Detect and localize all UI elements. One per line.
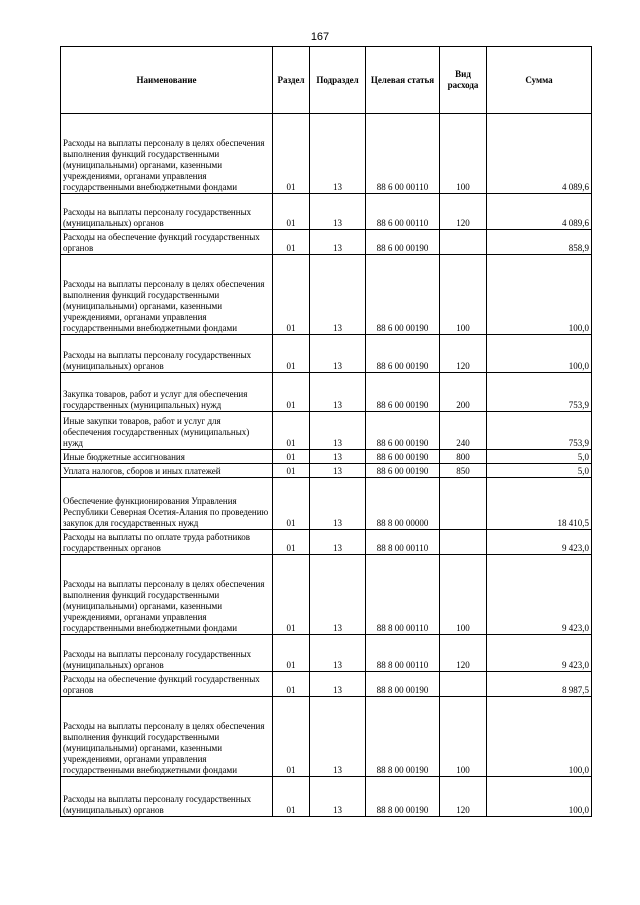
table-row [61, 672, 592, 697]
table-row [61, 194, 592, 230]
page-number: 167 [310, 31, 330, 43]
row-name: Расходы на выплаты персоналу в целях обеспечения выполнения функций государственными (муниципальными) органами, казенными учреждениями, органами управления государственными внебюджетными фондами [61, 255, 273, 335]
row-type [440, 530, 487, 555]
table-header-row [61, 47, 592, 114]
row-target: 88 6 00 00190 [366, 255, 440, 335]
row-type: 800 [440, 450, 487, 464]
row-amount: 4 089,6 [487, 194, 592, 230]
table-row [61, 555, 592, 635]
row-name: Иные закупки товаров, работ и услуг для обеспечения государственных (муниципальных) нужд [61, 412, 273, 450]
row-type: 100 [440, 255, 487, 335]
row-amount: 5,0 [487, 464, 592, 478]
row-subsection: 13 [310, 255, 366, 335]
row-section: 01 [273, 697, 310, 777]
row-name: Расходы на обеспечение функций государственных органов [61, 230, 273, 255]
row-type: 200 [440, 373, 487, 412]
row-type: 100 [440, 555, 487, 635]
row-section: 01 [273, 194, 310, 230]
table-row [61, 114, 592, 194]
row-subsection: 13 [310, 555, 366, 635]
row-target: 88 8 00 00000 [366, 478, 440, 530]
row-target: 88 6 00 00110 [366, 114, 440, 194]
table-row [61, 530, 592, 555]
row-section: 01 [273, 555, 310, 635]
row-type: 850 [440, 464, 487, 478]
row-section: 01 [273, 635, 310, 672]
row-amount: 9 423,0 [487, 635, 592, 672]
row-type [440, 230, 487, 255]
row-name: Расходы на выплаты персоналу государственных (муниципальных) органов [61, 194, 273, 230]
row-subsection: 13 [310, 114, 366, 194]
header-amount: Сумма [487, 47, 592, 114]
row-section: 01 [273, 450, 310, 464]
header-name: Наименование [61, 47, 273, 114]
row-type: 120 [440, 194, 487, 230]
row-amount: 5,0 [487, 450, 592, 464]
row-name: Расходы на обеспечение функций государственных органов [61, 672, 273, 697]
row-target: 88 6 00 00190 [366, 412, 440, 450]
row-subsection: 13 [310, 672, 366, 697]
row-subsection: 13 [310, 635, 366, 672]
row-section: 01 [273, 230, 310, 255]
row-amount: 100,0 [487, 777, 592, 817]
header-section: Раздел [273, 47, 310, 114]
row-type: 240 [440, 412, 487, 450]
row-section: 01 [273, 464, 310, 478]
table-row [61, 464, 592, 478]
table-row [61, 373, 592, 412]
row-type [440, 478, 487, 530]
row-subsection: 13 [310, 530, 366, 555]
row-target: 88 8 00 00190 [366, 672, 440, 697]
row-amount: 9 423,0 [487, 530, 592, 555]
row-target: 88 8 00 00110 [366, 635, 440, 672]
row-target: 88 6 00 00110 [366, 194, 440, 230]
row-name: Иные бюджетные ассигнования [61, 450, 273, 464]
row-subsection: 13 [310, 478, 366, 530]
row-target: 88 8 00 00190 [366, 697, 440, 777]
row-type: 120 [440, 635, 487, 672]
row-amount: 753,9 [487, 373, 592, 412]
row-subsection: 13 [310, 450, 366, 464]
header-target: Целевая статья [366, 47, 440, 114]
row-type: 120 [440, 335, 487, 373]
row-subsection: 13 [310, 464, 366, 478]
row-name: Расходы на выплаты персоналу в целях обеспечения выполнения функций государственными (муниципальными) органами, казенными учреждениями, органами управления государственными внебюджетными фондами [61, 114, 273, 194]
row-amount: 100,0 [487, 335, 592, 373]
table-row [61, 478, 592, 530]
row-section: 01 [273, 672, 310, 697]
row-section: 01 [273, 777, 310, 817]
row-amount: 100,0 [487, 255, 592, 335]
row-section: 01 [273, 335, 310, 373]
table-row [61, 412, 592, 450]
row-section: 01 [273, 114, 310, 194]
row-subsection: 13 [310, 697, 366, 777]
row-name: Расходы на выплаты персоналу в целях обеспечения выполнения функций государственными (муниципальными) органами, казенными учреждениями, органами управления государственными внебюджетными фондами [61, 697, 273, 777]
row-target: 88 8 00 00110 [366, 530, 440, 555]
table-row [61, 335, 592, 373]
row-target: 88 6 00 00190 [366, 373, 440, 412]
row-name: Закупка товаров, работ и услуг для обеспечения государственных (муниципальных) нужд [61, 373, 273, 412]
row-amount: 4 089,6 [487, 114, 592, 194]
table-row [61, 450, 592, 464]
row-target: 88 6 00 00190 [366, 450, 440, 464]
row-subsection: 13 [310, 412, 366, 450]
row-name: Расходы на выплаты персоналу в целях обеспечения выполнения функций государственными (муниципальными) органами, казенными учреждениями, органами управления государственными внебюджетными фондами [61, 555, 273, 635]
row-name: Расходы на выплаты по оплате труда работников государственных органов [61, 530, 273, 555]
row-target: 88 6 00 00190 [366, 464, 440, 478]
table-row [61, 255, 592, 335]
row-target: 88 8 00 00190 [366, 777, 440, 817]
row-subsection: 13 [310, 373, 366, 412]
row-subsection: 13 [310, 230, 366, 255]
row-name: Расходы на выплаты персоналу государственных (муниципальных) органов [61, 335, 273, 373]
row-type: 120 [440, 777, 487, 817]
row-type [440, 672, 487, 697]
table-row [61, 697, 592, 777]
row-amount: 858,9 [487, 230, 592, 255]
row-type: 100 [440, 697, 487, 777]
row-name: Обеспечение функционирования Управления Республики Северная Осетия-Алания по проведению закупок для государственных нужд [61, 478, 273, 530]
header-expense-type: Вид расхода [440, 47, 487, 114]
row-name: Уплата налогов, сборов и иных платежей [61, 464, 273, 478]
row-section: 01 [273, 530, 310, 555]
row-target: 88 6 00 00190 [366, 335, 440, 373]
row-section: 01 [273, 255, 310, 335]
table-row [61, 635, 592, 672]
row-section: 01 [273, 412, 310, 450]
header-subsection: Подраздел [310, 47, 366, 114]
row-amount: 100,0 [487, 697, 592, 777]
row-subsection: 13 [310, 777, 366, 817]
row-amount: 18 410,5 [487, 478, 592, 530]
row-amount: 9 423,0 [487, 555, 592, 635]
table-row [61, 230, 592, 255]
table-row [61, 777, 592, 817]
row-target: 88 8 00 00110 [366, 555, 440, 635]
row-amount: 753,9 [487, 412, 592, 450]
row-name: Расходы на выплаты персоналу государственных (муниципальных) органов [61, 635, 273, 672]
row-target: 88 6 00 00190 [366, 230, 440, 255]
row-subsection: 13 [310, 335, 366, 373]
row-type: 100 [440, 114, 487, 194]
row-section: 01 [273, 478, 310, 530]
row-subsection: 13 [310, 194, 366, 230]
budget-table [60, 46, 592, 817]
row-amount: 8 987,5 [487, 672, 592, 697]
row-section: 01 [273, 373, 310, 412]
row-name: Расходы на выплаты персоналу государственных (муниципальных) органов [61, 777, 273, 817]
